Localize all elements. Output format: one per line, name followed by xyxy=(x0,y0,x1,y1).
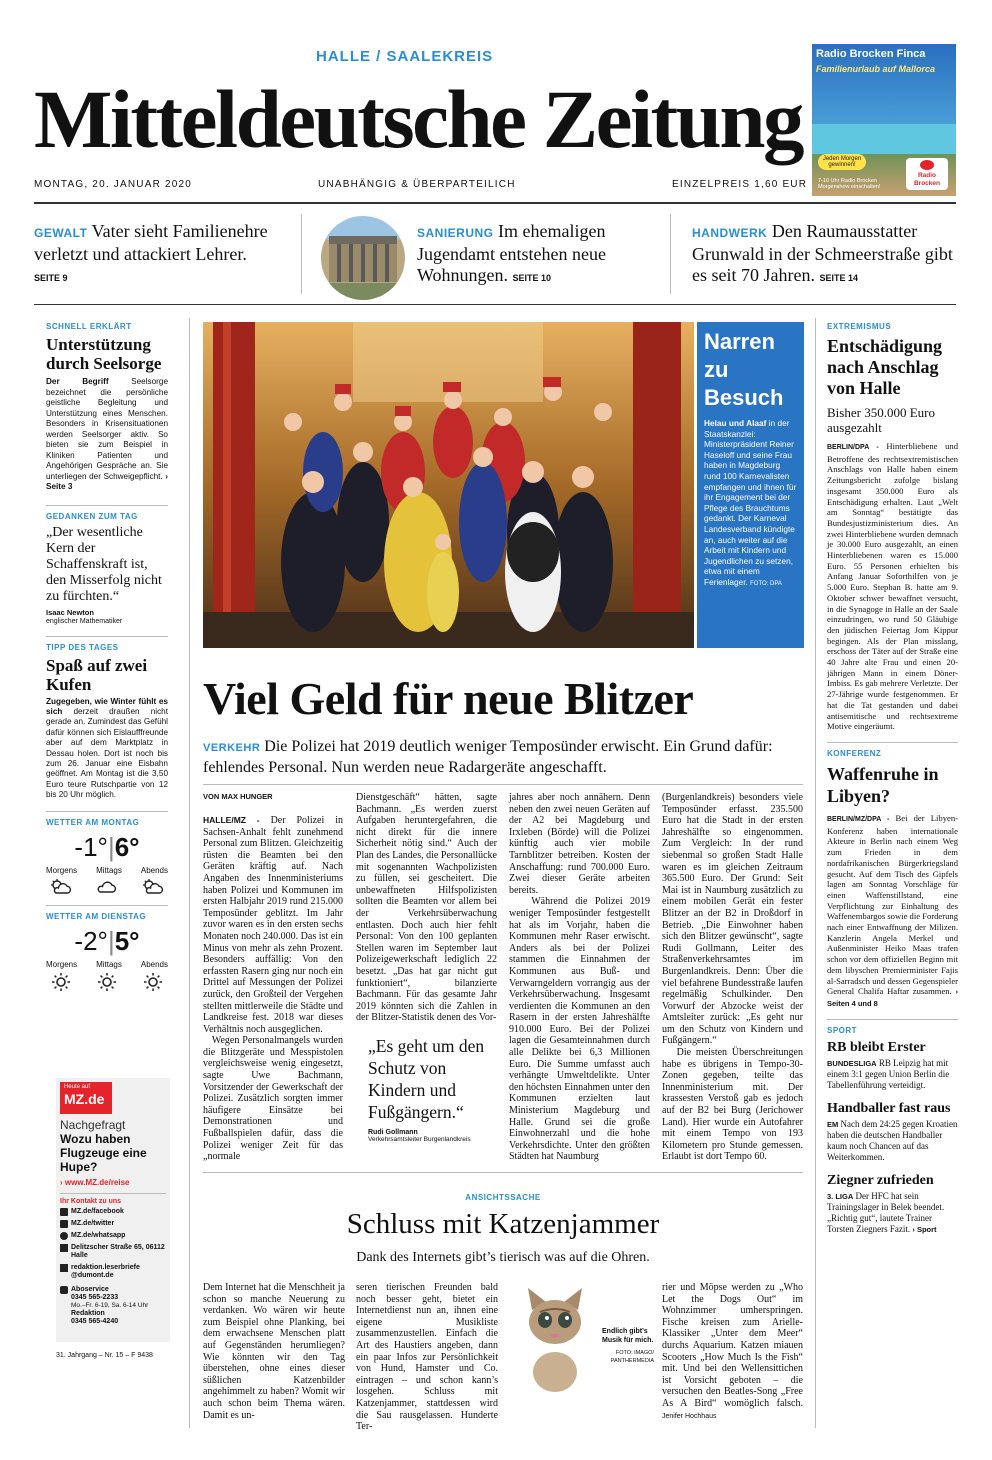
teaser-tag: SANIERUNG xyxy=(417,226,494,240)
sport-lead: EM xyxy=(827,1119,839,1129)
weather-icons xyxy=(46,973,168,991)
mz-question[interactable]: Wozu haben Flugzeuge eine Hupe? xyxy=(60,1132,147,1174)
sport-lead: 3. LIGA xyxy=(827,1191,854,1201)
photo-caption-box xyxy=(697,322,804,648)
lead-dateline: HALLE/MZ - xyxy=(203,815,260,825)
teaser-gewalt[interactable] xyxy=(34,221,274,289)
mz-label: Nachgefragt xyxy=(60,1118,126,1132)
ad-logo xyxy=(906,158,948,190)
whatsapp-icon xyxy=(60,1232,68,1240)
section-kicker: TIPP DES TAGES xyxy=(46,642,119,652)
teaser-tag: GEWALT xyxy=(34,226,88,240)
teaser-ref: SEITE 14 xyxy=(819,273,858,283)
culture-text: Dem Internet hat die Menschheit ja schon so manche Neuerung zu verdanken. Wo wären wir heute zum Beispiel ohne Planking, bei dem erwachsene Menschen platt auf Gegenständen herumliegen? Wie könnten wir den Tag überstehen, ohne eines dieser süßlichen Katzenbilder angehimmelt zu haben? Womit wir auch schon beim Thema wären. Damit es un- xyxy=(203,1282,345,1421)
location-icon xyxy=(60,1244,68,1252)
temp-max: 5° xyxy=(114,925,140,956)
culture-subhead: Dank des Internets gibt’s tierisch was auf die Ohren. xyxy=(356,1250,650,1265)
masthead-title: Mitteldeutsche Zeitung xyxy=(34,73,802,165)
section-ref[interactable]: › Seiten 4 und 8 xyxy=(827,987,958,1008)
photo-box-title: Narren zu Besuch xyxy=(704,329,784,410)
teaser-text: Vater sieht Familienehre verletzt und attackiert Lehrer. xyxy=(34,221,268,264)
weather-kicker: WETTER AM DIENSTAG xyxy=(46,911,147,921)
left-column xyxy=(46,322,168,991)
lead-column-3 xyxy=(509,792,651,1163)
lead-text: Wegen Personalmangels wurden die Blitzgeräte und Messpistolen vergleichsweise wenig eingesetzt, sagte Uwe Bachmann, Vorsitzender der Gewerkschaft der Polizei. Zusätzlich sorgten immer häufigere Einsätze bei Demonstrationen und Fußballspielen dafür, dass die Polizei weniger Zeit für das „normale xyxy=(203,1035,343,1163)
ad-logo-text: Radio Brocken xyxy=(913,172,940,187)
lead-text: Der Polizei in Sachsen-Anhalt fehlt zunehmend Personal zum Blitzen. Gleichzeitig rüsten die Beamten bei den Geräten kräftig auf. Nach Angaben des Innenministeriums haben Polizei und Kommunen im ersten Halbjahr 2019 rund 215.000 Temposünder geblitzt. Im Jahr zuvor waren es in den ersten sechs Monaten noch 240.000. Das ist ein Minus von mehr als zehn Prozent. Besonders auffällig: Von den erfassten Rasern ging nur noch ein Drittel auf Messungen der Polizei zurück, den Großteil der Vergehen stellten mittlerweile die Städte und Landkreise fest. 2018 war dieses Verhältnis noch ausgeglichen. xyxy=(203,815,343,1035)
weather-kicker: WETTER AM MONTAG xyxy=(46,817,140,827)
section-text: Bei der Libyen-Konferenz haben internationale Akteure in Berlin nach einem Weg zum Frieden in dem nordafrikanischen Bürgerkriegsland gesucht. Auf dem Tisch des Gipfels lagen am Sonntag Vorschläge für einen Waffenstillstand, eine Verpflichtung zur Einhaltung des Waffenembargos sowie die Forderung nach einer Entwaffnung der Milizen. Kanzlerin Angela Merkel und Außenminister Heiko Maas trafen schon vor dem offiziellen Beginn mit dem libyschen Premierminister Fajis al-Sarradsch und dessen Gegenspieler General Chalifa Haftar zusammen. xyxy=(827,812,958,997)
photo-box-lead: Helau und Alaaf xyxy=(704,418,767,428)
temp-min: -1° xyxy=(74,831,108,862)
region-label: HALLE / SAALEKREIS xyxy=(316,48,494,65)
quote-author-role: englischer Mathematiker xyxy=(46,617,123,625)
weather-label: Mittags xyxy=(96,959,122,969)
kitten-caption-text: Endlich gibt’s Musik für mich. xyxy=(602,1328,654,1344)
weather-label: Morgens xyxy=(46,959,78,969)
contact-text: Delitzscher Straße 65, 06112 Halle xyxy=(71,1244,165,1259)
lead-text: (Burgenlandkreis) besonders viele Temposünder erfasst. 235.500 Euro hat die Stadt in der ersten Jahreshälfte so eingenommen. Zum Vergleich: In der rund siebenmal so großen Stadt Halle waren es im gleichen Zeitraum 365.500 Euro. Der Grund: Seit Mai ist in Naumburg zusätzlich zu einem mobilen Gerät ein fester Blitzer an der B2 in Droßdorf in Betrieb. „Die Einwohner haben sich den Blitzer gewünscht“, sagte Rudi Gollmann, Leiter des Straßenverkehrsamtes im Burgenlandkreis. Denn: Über die viel befahrene Bundesstraße laufen regelmäßig Schulkinder. Den Vorwurf der Abzocke weist der Amtsleiter zurück: „Es geht nur um den Schutz von Kindern und Fußgängern.“ xyxy=(662,792,803,1047)
weather-label: Morgens xyxy=(46,865,78,875)
sport-headline: Handballer fast raus xyxy=(827,1100,951,1116)
section-kicker: EXTREMISMUS xyxy=(827,322,892,331)
lead-headline: Viel Geld für neue Blitzer xyxy=(203,673,694,724)
lead-subhead xyxy=(203,737,803,777)
sun-icon xyxy=(52,973,70,991)
contact-facebook[interactable] xyxy=(60,1208,166,1216)
contact-email[interactable] xyxy=(60,1264,166,1280)
kitten-icon xyxy=(510,1282,600,1392)
sport-text: Nach dem 24:25 gegen Kroatien haben die deutschen Handballer kaum noch Chancen auf das Weiterkommen. xyxy=(827,1118,958,1162)
weather-labels xyxy=(46,866,168,875)
contact-phones xyxy=(60,1286,166,1326)
section-kicker: SPORT xyxy=(827,1025,858,1035)
partly-cloudy-icon xyxy=(142,879,164,895)
culture-headline: Schluss mit Katzenjammer xyxy=(346,1208,660,1240)
mail-icon xyxy=(60,1264,68,1272)
divider xyxy=(301,214,302,294)
contact-head: Ihr Kontakt zu uns xyxy=(60,1198,122,1205)
section-dateline: BERLIN/DPA - xyxy=(827,444,879,451)
lead-rule xyxy=(203,784,803,785)
abo-phone: 0345 565-2233 xyxy=(71,1294,119,1301)
mz-link[interactable]: › www.MZ.de/reise xyxy=(60,1178,130,1187)
section-text: Seelsorge bezeichnet die persönliche geistliche Begleitung und Unterstützung eines Menschen. Besonders in Krisensituationen werden Seelsorger aktiv. So bieten sie zum Beispiel in Kliniken Patienten und Angehörigen Gespräche an. Sie unterliegen der Schweigepflicht. xyxy=(46,377,168,481)
contact-twitter[interactable] xyxy=(60,1220,166,1228)
sport-headline: RB bleibt Erster xyxy=(827,1039,926,1055)
lead-text: Während die Polizei 2019 weniger Temposünder festgestellt hat als im Vorjahr, haben die Kommunen mehr Raser erwischt. Anders als bei der Polizei stammen die Einnahmen der Kommunen aus Buß- und Verwarngeldern vorrangig aus der Verkehrsüberwachung. Insgesamt verdienten die Kommunen an den Rasern in der ersten Jahreshälfte 910.000 Euro. Bei der Polizei lagen die Gesamteinnahmen durch alle Delikte bei 6,3 Millionen Euro. Die Summe umfasst auch verhängte Umweltdelikte. Unter den höchsten Einnahmen unter den Kommunen erzielten laut Ministerium Magdeburg und Halle. Grund sei die große Einwohnerzahl und die hohe Verkehrsdichte. Unter den größten Städten hat Naumburg xyxy=(509,896,651,1163)
photo-credit: FOTO: DPA xyxy=(750,580,782,587)
culture-column-2 xyxy=(356,1282,498,1433)
section-body xyxy=(46,377,168,493)
lead-byline: VON MAX HUNGER xyxy=(203,792,273,801)
sport-body xyxy=(827,1191,958,1235)
weather-temps: -2°|5° xyxy=(74,925,140,956)
section-body xyxy=(46,697,168,801)
abo-hours: Mo.–Fr. 6-19, Sa. 6-14 Uhr xyxy=(71,1302,149,1309)
abo-label: Aboservice xyxy=(71,1286,109,1293)
teaser-ref: SEITE 9 xyxy=(34,273,68,283)
temp-min: -2° xyxy=(74,925,108,956)
weather-temps: -1°|6° xyxy=(74,831,140,862)
pull-quote-text: „Es geht um den Schutz von Kindern und Fußgängern.“ xyxy=(368,1036,485,1122)
lead-subhead-text: Die Polizei hat 2019 deutlich weniger Temposünder erwischt. Ein Grund dafür: fehlendes Personal. Nun werden neue Radargeräte angeschafft. xyxy=(203,738,773,776)
carnival-photo[interactable] xyxy=(203,322,694,648)
contact-text: MZ.de/twitter xyxy=(71,1220,115,1227)
lead-column-2 xyxy=(356,792,497,1024)
section-body xyxy=(827,441,958,732)
section-ref[interactable]: › Seite 3 xyxy=(46,471,169,491)
photo-box-text: in der Staatskanzlei: Ministerpräsident Reiner Haseloff und seine Frau haben in Magdeburg rund 100 Karnevalisten empfangen und ihnen für ihr Engagement bei der Pflege des Brauchtums gedankt. Der Karneval Landesverband kündigte an, auch weiter auf die Arbeit mit Kindern und Jugendlichen zu setzen, etwa mit einem Ferienlager. xyxy=(704,418,797,587)
sport-lead: BUNDESLIGA xyxy=(827,1058,877,1068)
ad-footer: 7-10 Uhr Radio Brocken Morgenshow einschalten! xyxy=(818,178,881,190)
teaser-ref: SEITE 10 xyxy=(512,273,552,283)
lead-column-4 xyxy=(662,792,803,1163)
photo-box-body xyxy=(704,418,797,590)
mz-logo-top: Heute auf xyxy=(64,1084,91,1090)
lead-text: Dienstgeschäft“ hätten, sagte Bachmann. „Es werden zuerst Aufgaben heruntergefahren, die nicht direkt für die innere Sicherheit nötig sind.“ Auch der Plan des Landes, die Personallücke mit sogenannten Wachpolizisten zu füllen, sei gescheitert. Die unbewaffneten Hilfspolizisten sollten die Beamten vor allem bei der Verkehrsüberwachung entlasten. Doch auch hier fehlt Personal: Von den 100 geplanten Stellen waren im September laut Polizeigewerkschaft lediglich 22 besetzt. „Das hat gar nicht gut funktioniert“, bilanzierte Bachmann. Für das gesamte Jahr 2019 könnten sich die Zahlen in der Blitzer-Statistik denen des Vor- xyxy=(356,792,497,1024)
issue-date: MONTAG, 20. JANUAR 2020 xyxy=(34,179,193,190)
weather-label: Abends xyxy=(140,959,168,969)
pull-quote-author: Rudi Gollmann xyxy=(368,1129,418,1136)
pull-quote-role: Verkehrsamtsleiter Burgenlandkreis xyxy=(368,1136,471,1143)
sport-ref[interactable]: › Sport xyxy=(912,1224,937,1234)
sport-text: Der HFC hat sein Trainingslager in Belek beendet. „Richtig gut“, lautete Trainer Torsten Ziegners Fazit. xyxy=(827,1190,945,1234)
section-lead: Der Begriff xyxy=(46,377,109,386)
weather-icons xyxy=(46,879,168,895)
section-text: derzeit draußen nicht gerade an. Zumindest das Gefühl dafür können sich Eislaufffreunde aber auf dem Marktplatz in Dessau holen. Dort ist noch bis zum 26. Januar eine Eisbahn geöffnet. Am Montag ist die 3,50 Euro teure Rutschpartie von 12 bis 20 Uhr möglich. xyxy=(46,706,168,800)
lead-text: Die meisten Überschreitungen habe es übrigens in Tempo-30-Zonen gegeben, teilte das Innenministerium mit. Der krassesten Verstoß gab es jedoch auf der B2 bei Burg (Jerichower Land). Hier wurde ein Autofahrer mit einem Tempo von 193 Kilometern pro Stunde gemessen. Erlaubt ist dort Tempo 60. xyxy=(662,1047,803,1163)
section-subhead: Bisher 350.000 Euro ausgezahlt xyxy=(827,405,935,435)
weather-labels xyxy=(46,960,168,969)
kitten-caption xyxy=(602,1327,654,1365)
section-headline: Entschädigung nach Anschlag von Halle xyxy=(827,336,943,398)
mz-logo xyxy=(60,1082,112,1114)
section-kicker: GEDANKEN ZUM TAG xyxy=(46,511,138,521)
column-divider xyxy=(815,318,816,1428)
kitten-photo[interactable] xyxy=(510,1282,600,1392)
price: EINZELPREIS 1,60 EUR xyxy=(672,179,808,190)
contact-address xyxy=(60,1244,166,1260)
lead-tag: VERKEHR xyxy=(203,742,261,754)
mz-online-box[interactable] xyxy=(56,1078,170,1342)
red-phone: 0345 565-4240 xyxy=(71,1318,119,1325)
culture-author: Jenifer Hochhaus xyxy=(662,1412,717,1420)
twitter-icon xyxy=(60,1220,68,1228)
pull-quote xyxy=(368,1035,498,1143)
masthead-motto: UNABHÄNGIG & ÜBERPARTEILICH xyxy=(318,179,516,190)
section-headline: Spaß auf zwei Kufen xyxy=(46,655,148,694)
section-lead: Zugegeben, wie Winter fühlt es sich xyxy=(46,696,168,716)
sport-body xyxy=(827,1119,958,1163)
section-headline: Waffenruhe in Libyen? xyxy=(827,763,939,806)
ad-box[interactable] xyxy=(812,44,956,196)
ad-headline: Familienurlaub auf Mallorca xyxy=(816,64,936,74)
section-kicker: KONFERENZ xyxy=(827,748,882,758)
group-photo-illustration xyxy=(203,322,694,648)
partly-cloudy-icon xyxy=(50,879,72,895)
ad-brand: Radio Brocken Finca xyxy=(816,48,926,60)
section-body xyxy=(827,813,958,1010)
culture-text: seren tierischen Freunden bald noch besser geht, bietet ein Internetdienst nun an, ihnen eine eigene Musikliste zusammenzustellen. Einfach die Art des Haustiers angeben, dann ein paar Infos zur Persönlichkeit von Hund, Hamster und Co. eintragen – und schon kann’s losgehen. Schluss mit Katzenjammer, stattdessen wird die Sau rausgelassen. Hunderte Ter- xyxy=(356,1282,498,1433)
section-kicker: SCHNELL ERKLÄRT xyxy=(46,322,132,331)
teaser-thumbnail[interactable] xyxy=(321,216,405,300)
kitten-photo-credit: FOTO: IMAGO/ PANTHERMEDIA xyxy=(610,1350,654,1364)
issue-number: 31. Jahrgang – Nr. 15 – F 9438 xyxy=(56,1352,153,1359)
contact-text: redaktion.leserbriefe @dumont.de xyxy=(71,1264,140,1279)
culture-column-1 xyxy=(203,1282,345,1421)
culture-text: rier und Möpse werden zu „Who Let the Dogs Out“ im Wohnzimmer umherspringen. Fische kreisen zum Arielle-Klassiker „Unter dem Meer“ durchs Aquarium. Katzen miauen Scooters „How Much Is the Fish“ mit. Und bei den Wellensittichen ist Vorsicht geboten – die versuchen den Beatles-Song „Free As A Bird“ womöglich falsch. xyxy=(662,1282,803,1409)
column-divider xyxy=(189,318,190,1428)
mz-logo-text: MZ.de xyxy=(64,1091,105,1107)
cloud-icon xyxy=(96,879,118,895)
sport-headline: Ziegner zufrieden xyxy=(827,1172,934,1188)
temp-max: 6° xyxy=(114,831,140,862)
daily-quote: „Der wesentliche Kern der Schaffenskraft ist, den Misserfolg nicht zu fürchten.“ xyxy=(46,524,162,604)
phone-icon xyxy=(60,1286,68,1294)
masthead-rule xyxy=(34,202,956,204)
contact-text: MZ.de/whatsapp xyxy=(71,1232,126,1239)
lead-text: jahres aber noch annähern. Denn neben den zwei neuen Geräten auf der A2 bei Magdeburg und Irxleben (Börde) will die Polizei künftig auch vier mobile Tarnblitzer betreiben. Kosten der Anschaffung: rund 700.000 Euro. Zwei dieser Geräte arbeiten bereits. xyxy=(509,792,650,896)
sport-body xyxy=(827,1058,958,1091)
weather-label: Abends xyxy=(140,865,168,875)
teaser-text: Den Raumausstatter Grunwald in der Schmeerstraße gibt es seit 70 Jahren. xyxy=(692,221,953,285)
sun-icon xyxy=(98,973,116,991)
right-column xyxy=(827,322,958,1235)
section-dateline: BERLIN/MZ/DPA - xyxy=(827,815,890,823)
teaser-text: Im ehemaligen Jugendamt entstehen neue Wohnungen. xyxy=(417,221,606,285)
teaser-rule xyxy=(34,304,956,305)
teaser-sanierung[interactable] xyxy=(417,221,649,289)
culture-kicker: ANSICHTSSACHE xyxy=(465,1193,541,1202)
ad-bubble: Jeden Morgen gewinnen! xyxy=(818,154,866,170)
weather-label: Mittags xyxy=(96,865,122,875)
facebook-icon xyxy=(60,1208,68,1216)
contact-text: MZ.de/facebook xyxy=(71,1208,124,1215)
sun-icon xyxy=(144,973,162,991)
teaser-handwerk[interactable] xyxy=(692,221,956,289)
culture-column-3 xyxy=(662,1282,803,1420)
quote-author: Isaac Newton xyxy=(46,607,94,617)
divider xyxy=(670,214,671,294)
lead-column-1 xyxy=(203,815,343,1163)
red-label: Redaktion xyxy=(71,1310,105,1317)
section-rule xyxy=(203,1172,803,1173)
section-text: Hinterbliebene und Betroffene des rechtsextremistischen Anschlags von Halle haben einem Zeitungsbericht zufolge bislang insgesamt 350.000 Euro als Entschädigung erhalten. Laut „Welt am Sonntag“ bestätigte das Bundesjustizministerium dies. An zwei Hinterbliebene wurden demnach je 30.000 Euro ausgezahlt, an einen Hinterbliebenen waren es 15.000 Euro. 55 Personen erhielten bis Anfang Januar Soforthilfen von je 5.000 Euro. Stephan B. hatte am 9. Oktober schwer bewaffnet versucht, in die Synagoge in Halle an der Saale einzudringen, wo rund 50 Gläubige den jüdischen Feiertag Jom Kippur begingen. Als der Plan misslang, erschoss der Täter auf der Straße eine 40 Jahre alte Frau und einen 20-jährigen Mann in einem Döner-Imbiss. Es gab mehrere Verletzte. Der 27-Jährige wurde festgenommen. Er hat die Tat gestanden und dabei antisemitische und rechtsextreme Motive eingeräumt. xyxy=(827,441,958,732)
contact-whatsapp[interactable] xyxy=(60,1232,166,1240)
teaser-tag: HANDWERK xyxy=(692,226,768,240)
section-headline: Unterstützung durch Seelsorge xyxy=(46,335,162,373)
sport-text: RB Leipzig hat mit einem 3:1 gegen Union Berlin die Tabellenführung verteidigt. xyxy=(827,1057,950,1090)
